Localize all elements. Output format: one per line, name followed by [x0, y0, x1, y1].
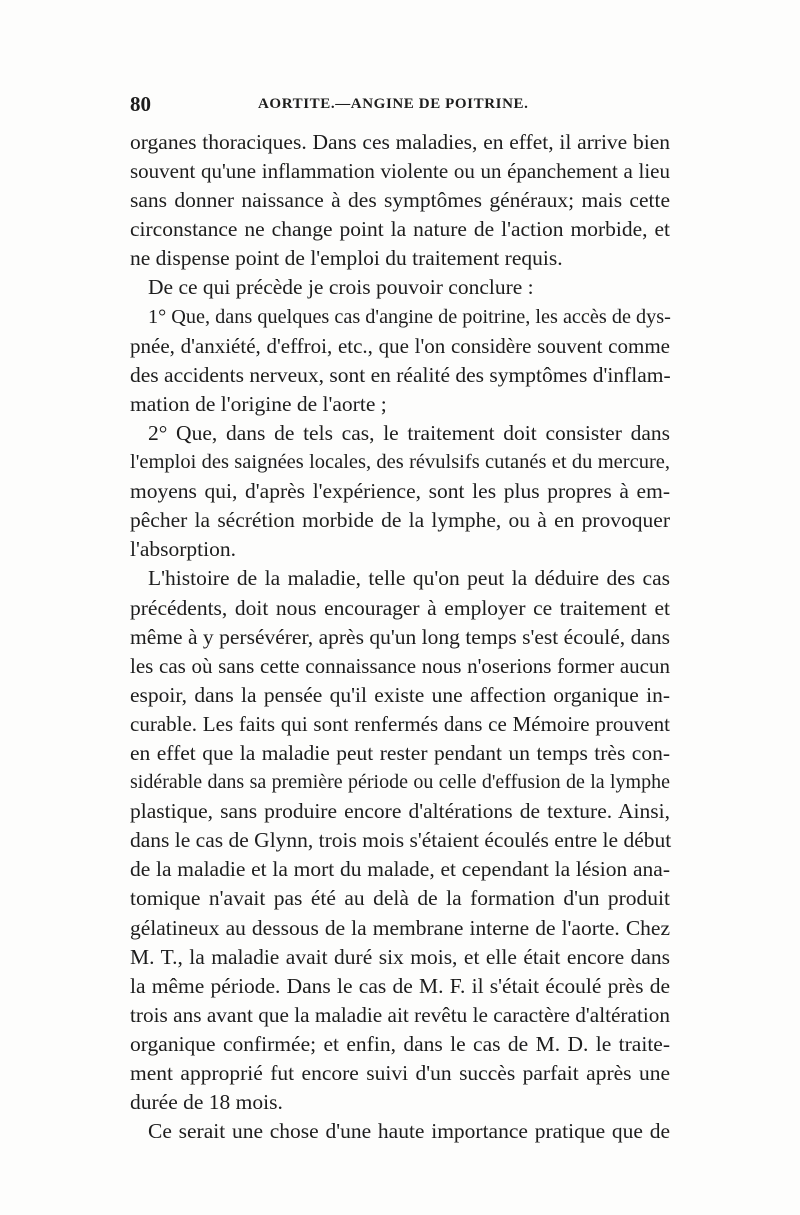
text-line: souvent qu'une inflammation violente ou un épanchement a lieu	[130, 159, 670, 184]
text-line: organes thoraciques. Dans ces maladies, en effet, il arrive bien	[130, 130, 670, 154]
text-line: pnée, d'anxiété, d'effroi, etc., que l'on considère souvent comme	[130, 333, 670, 358]
text-line: espoir, dans la pensée qu'il existe une affection organique in-	[130, 682, 670, 707]
text-line: M. T., la maladie avait duré six mois, et elle était encore dans	[130, 944, 670, 969]
text-line: pêcher la sécrétion morbide de la lymphe, ou à en provoquer	[130, 508, 670, 533]
text-line: tomique n'avait pas été au delà de la formation d'un produit	[130, 886, 670, 911]
text-line: en effet que la maladie peut rester pendant un temps très con-	[130, 740, 670, 765]
text-line: L'histoire de la maladie, telle qu'on peut la déduire des cas	[148, 566, 670, 591]
text-line: trois ans avant que la maladie ait revêtu le caractère d'altération	[130, 1002, 670, 1027]
text-line: sidérable dans sa première période ou celle d'effusion de la lymphe	[130, 771, 670, 794]
text-line: Ce serait une chose d'une haute importance pratique que de	[148, 1119, 670, 1144]
text-line: organique confirmée; et enfin, dans le cas de M. D. le traite-	[130, 1031, 670, 1056]
text-line: l'absorption.	[130, 537, 236, 562]
text-line: 1° Que, dans quelques cas d'angine de poitrine, les accès de dys-	[148, 305, 671, 328]
running-header	[130, 92, 670, 116]
text-line: de la maladie et la mort du malade, et cependant la lésion ana-	[130, 857, 670, 882]
text-line: De ce qui précède je crois pouvoir conclure :	[148, 275, 534, 300]
text-line: mation de l'origine de l'aorte ;	[130, 391, 387, 416]
text-line: plastique, sans produire encore d'altérations de texture. Ainsi,	[130, 799, 670, 824]
text-line: moyens qui, d'après l'expérience, sont les plus propres à em-	[130, 479, 670, 504]
text-line: précédents, doit nous encourager à employer ce traitement et	[130, 595, 670, 620]
body-text	[130, 128, 670, 1146]
text-line: l'emploi des saignées locales, des révulsifs cutanés et du mercure,	[130, 451, 670, 474]
text-line: des accidents nerveux, sont en réalité des symptômes d'inflam-	[130, 362, 671, 387]
text-line: gélatineux au dessous de la membrane interne de l'aorte. Chez	[130, 915, 670, 940]
text-line: curable. Les faits qui sont renfermés dans ce Mémoire prouvent	[130, 711, 670, 736]
text-line: durée de 18 mois.	[130, 1090, 283, 1115]
text-line: circonstance ne change point la nature de l'action morbide, et	[130, 217, 670, 242]
text-line: ment approprié fut encore suivi d'un succès parfait après une	[130, 1061, 670, 1085]
page-number: 80	[130, 92, 151, 116]
text-line: la même période. Dans le cas de M. F. il s'était écoulé près de	[130, 973, 670, 998]
text-line: ne dispense point de l'emploi du traitement requis.	[130, 246, 563, 271]
text-line: même à y persévérer, après qu'un long temps s'est écoulé, dans	[130, 624, 670, 649]
running-title: AORTITE.—ANGINE DE POITRINE.	[258, 96, 529, 112]
text-line: dans le cas de Glynn, trois mois s'étaient écoulés entre le début	[130, 828, 672, 853]
text-line: sans donner naissance à des symptômes généraux; mais cette	[130, 188, 670, 213]
text-line: les cas où sans cette connaissance nous n'oserions former aucun	[130, 653, 670, 678]
text-line: 2° Que, dans de tels cas, le traitement doit consister dans	[148, 420, 670, 445]
